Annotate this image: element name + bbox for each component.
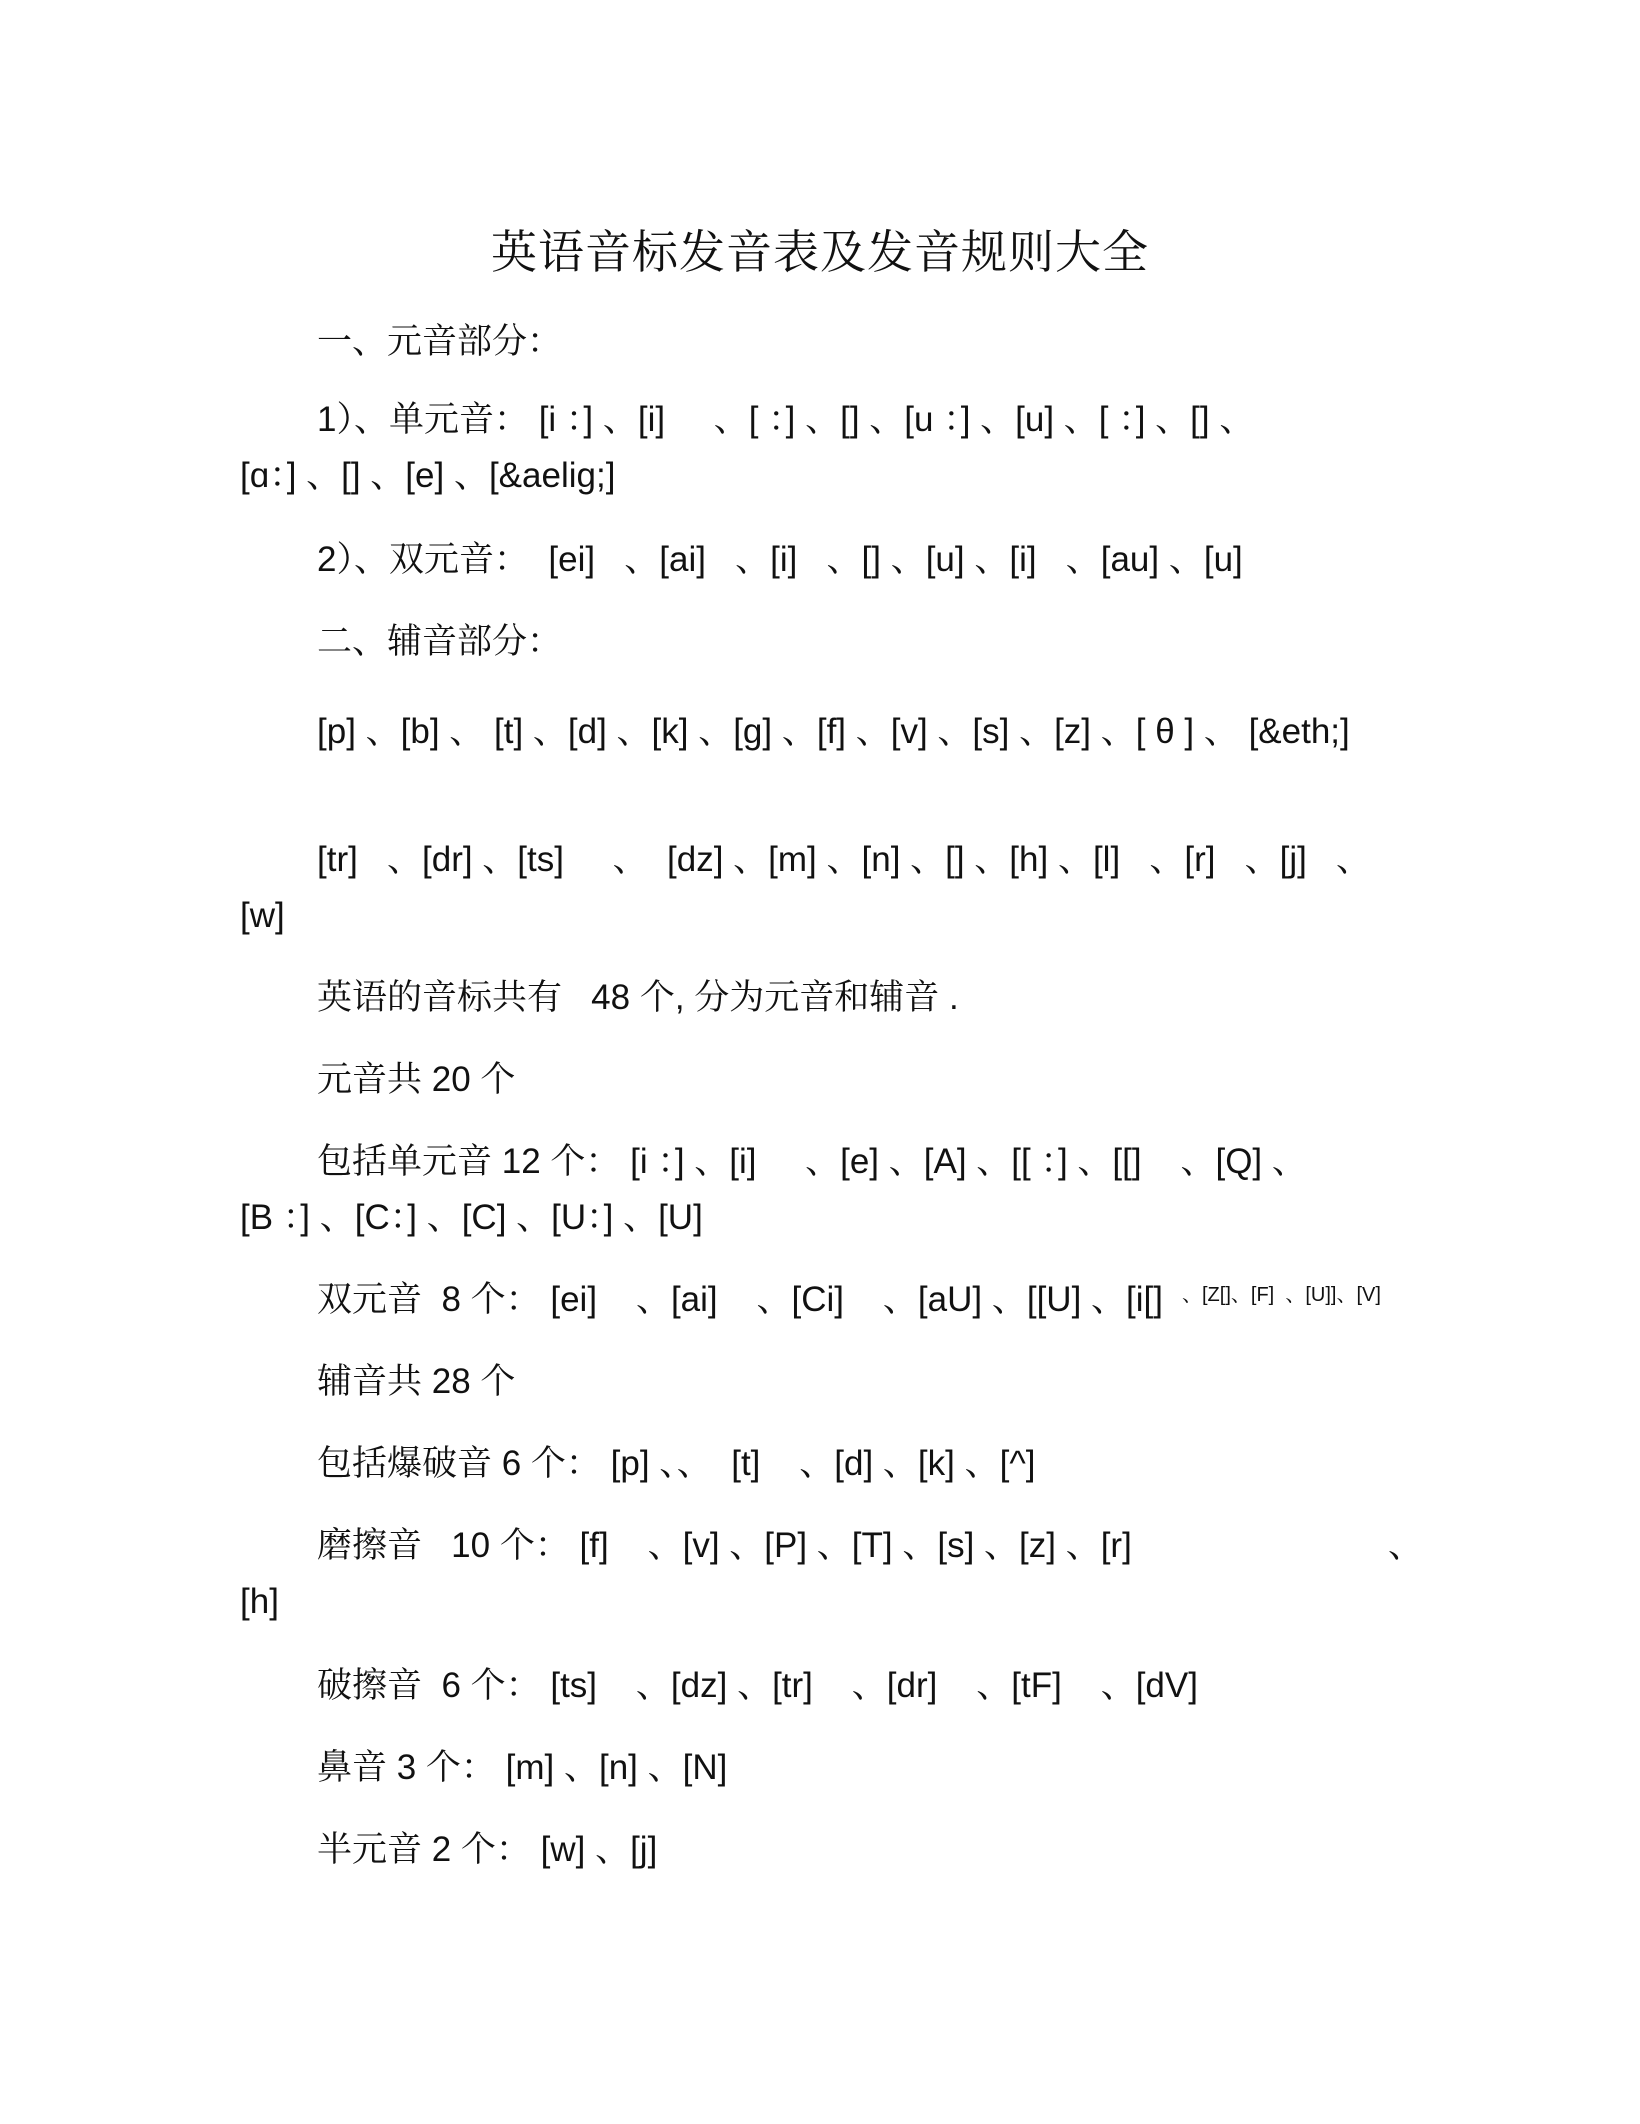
fricatives-line-1: 磨擦音 10 个： [f] 、[v] 、[P] 、[T] 、[s] 、[z] 、[r]	[317, 1526, 1132, 1565]
monophthongs-line-2: [ɑ：] 、[] 、[e] 、[&aelig;]	[240, 456, 616, 495]
consonants-heading: 二、辅音部分：	[317, 622, 563, 661]
nasals-line: 鼻音 3 个： [m] 、[n] 、[N]	[317, 1748, 728, 1787]
monophthong-list-line-1: 包括单元音 12 个： [i ：] 、[i] 、[e] 、[A] 、[[ ：] 、[[] 、[Q] 、	[317, 1142, 1307, 1181]
affricates-line: 破擦音 6 个： [ts] 、[dz] 、[tr] 、[dr] 、[tF] 、[dV]	[317, 1666, 1198, 1705]
consonant-count-line: 辅音共 28 个	[317, 1362, 516, 1401]
diphthong-list-small-text: 、[Z[]、[F] 、[U]]、[V]	[1182, 1284, 1381, 1306]
monophthong-list-line-2: [B ：] 、[C：] 、[C] 、[U：] 、[U]	[240, 1198, 703, 1237]
page-title: 英语音标发音表及发音规则大全	[491, 225, 1149, 279]
vowels-heading: 一、元音部分：	[317, 322, 563, 361]
consonants-line-1: [p] 、[b] 、 [t] 、[d] 、[k] 、[g] 、[f] 、[v] 、[s] 、[z] 、[ θ ] 、 [&eth;]	[317, 712, 1350, 751]
monophthongs-line-1: 1）、单元音： [i ：] 、[i] 、[ ：] 、[] 、[u ：] 、[u] 、[ ：] 、[] 、	[317, 400, 1255, 439]
diphthongs-line: 2）、双元音： [ei] 、[ai] 、[i] 、[] 、[u] 、[i] 、[au] 、[u]	[317, 540, 1243, 579]
vowel-count-line: 元音共 20 个	[317, 1060, 516, 1099]
diphthong-list-line: 双元音 8 个： [ei] 、[ai] 、[Ci] 、[aU] 、[[U] 、[i[]	[317, 1280, 1163, 1319]
semivowels-line: 半元音 2 个： [w] 、[j]	[317, 1830, 658, 1869]
fricatives-line-2: [h]	[240, 1582, 279, 1621]
consonants-line-3: [w]	[240, 896, 285, 935]
fricatives-separator: 、	[1388, 1526, 1424, 1565]
total-count-line: 英语的音标共有 48 个, 分为元音和辅音 .	[317, 978, 959, 1017]
plosives-line: 包括爆破音 6 个： [p] 、、 [t] 、[d] 、[k] 、[^]	[317, 1444, 1036, 1483]
consonants-line-2: [tr] 、[dr] 、[ts] 、 [dz] 、[m] 、[n] 、[] 、[h] 、[l] 、[r] 、[j] 、	[317, 840, 1372, 879]
